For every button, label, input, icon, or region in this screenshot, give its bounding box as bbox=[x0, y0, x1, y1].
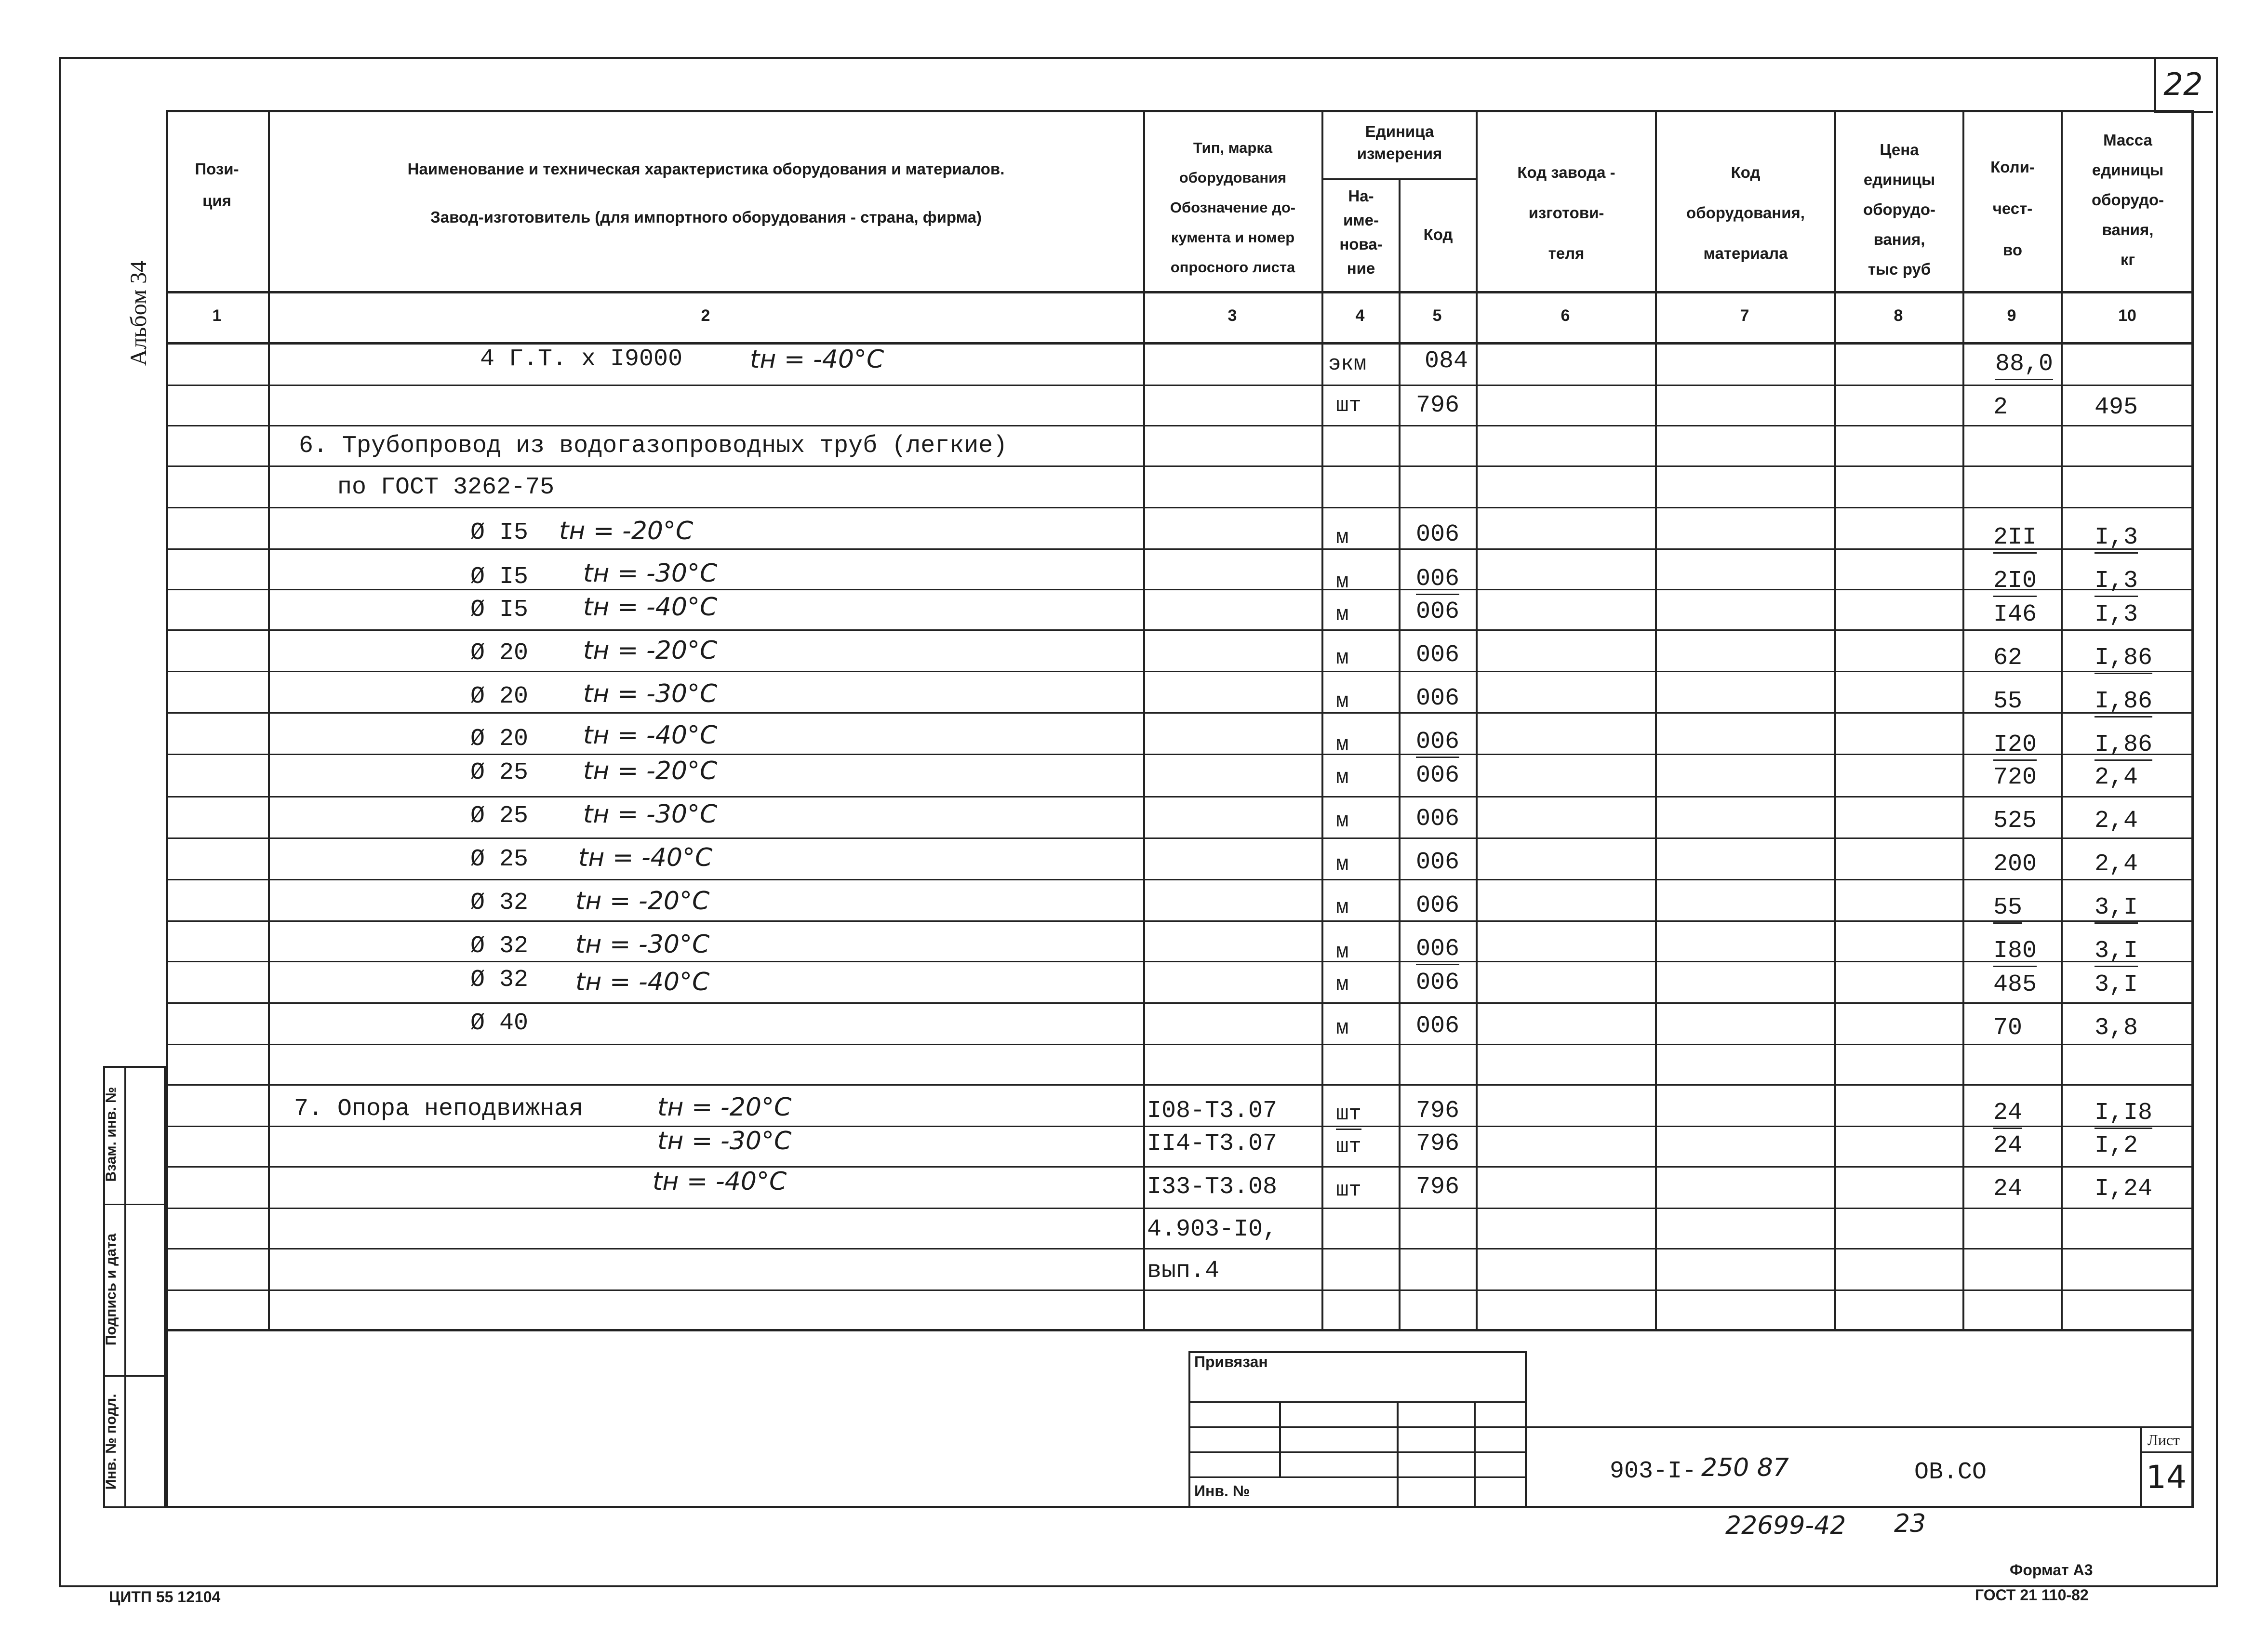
row-temp: tн = -40°C bbox=[575, 968, 710, 997]
row-line bbox=[166, 879, 2194, 880]
col-line bbox=[268, 110, 270, 1330]
row-name: по ГОСТ 3262-75 bbox=[337, 474, 555, 501]
row-line bbox=[166, 920, 2194, 922]
row-mass: I,3 bbox=[2095, 601, 2138, 628]
row-line bbox=[166, 1166, 2194, 1168]
row-qty: 720 bbox=[1993, 764, 2037, 791]
row-qty: 55 bbox=[1993, 893, 2022, 924]
stamp-inv-podl: Инв. № подл. bbox=[103, 1394, 119, 1490]
colnum-3: 3 bbox=[1227, 306, 1237, 325]
row-code: 006 bbox=[1416, 892, 1460, 919]
header-col9: Коли- чест- во bbox=[1990, 158, 2035, 259]
row-name: Ø 20 bbox=[470, 725, 529, 753]
row-name: 6. Трубопровод из водогазопроводных труб (легкие) bbox=[299, 432, 1008, 460]
row-line bbox=[166, 671, 2194, 672]
row-code: 084 bbox=[1425, 347, 1468, 375]
row-mass: I,86 bbox=[2095, 687, 2152, 718]
colnum-5: 5 bbox=[1432, 306, 1442, 325]
row-unit: м bbox=[1336, 896, 1349, 920]
row-code: 796 bbox=[1416, 1097, 1459, 1127]
header-divider bbox=[166, 291, 2194, 293]
row-unit: м bbox=[1336, 646, 1349, 670]
row-temp: tн = -40°C bbox=[653, 1167, 787, 1196]
row-temp: tн = -40°C bbox=[583, 593, 718, 622]
body-bottom-line bbox=[166, 1329, 2194, 1331]
row-temp: tн = -30°C bbox=[583, 559, 718, 588]
side-stamp-line bbox=[124, 1066, 126, 1508]
hand-page: 23 bbox=[1894, 1509, 1926, 1538]
header-col8: Цена единицы оборудо- вания, тыс руб bbox=[1863, 141, 1936, 278]
row-line bbox=[166, 1002, 2194, 1004]
colnum-1: 1 bbox=[212, 306, 222, 325]
row-type: 4.903-I0, bbox=[1147, 1216, 1278, 1243]
row-unit: м bbox=[1336, 852, 1349, 877]
colnum-2: 2 bbox=[701, 306, 710, 325]
row-type: I08-Т3.07 bbox=[1147, 1097, 1277, 1127]
designation-hand: 250 87 bbox=[1701, 1453, 1789, 1482]
row-unit: шт bbox=[1336, 394, 1361, 418]
row-mass: I,I8 bbox=[2095, 1099, 2152, 1129]
row-temp: tн = -40°C bbox=[750, 345, 884, 374]
row-temp: tн = -20°C bbox=[583, 757, 718, 785]
tb-line bbox=[1279, 1401, 1281, 1476]
colnum-10: 10 bbox=[2118, 306, 2136, 325]
tb-line bbox=[1397, 1401, 1399, 1508]
row-mass: I,3 bbox=[2095, 523, 2138, 554]
header-col1: Пози- ция bbox=[195, 160, 239, 210]
header-col2-line2: Завод-изготовитель (для импортного оборудования - страна, фирма) bbox=[430, 208, 982, 226]
sheet-label: Лист bbox=[2148, 1431, 2180, 1449]
row-unit: м bbox=[1336, 1016, 1349, 1040]
tb-line bbox=[2140, 1426, 2142, 1508]
row-code: 006 bbox=[1416, 641, 1460, 669]
row-line bbox=[166, 961, 2194, 962]
row-mass: 3,I bbox=[2095, 971, 2138, 998]
row-code: 006 bbox=[1416, 935, 1459, 965]
left-code: ЦИТП 55 12104 bbox=[109, 1588, 221, 1606]
header-col10: Масса единицы оборудо- вания, кг bbox=[2091, 131, 2164, 268]
tb-line bbox=[1188, 1426, 1527, 1428]
row-unit: шт bbox=[1336, 1135, 1361, 1159]
row-qty: I20 bbox=[1993, 731, 2037, 761]
row-code: 006 bbox=[1416, 565, 1459, 595]
row-temp: tн = -20°C bbox=[583, 636, 718, 665]
col-line bbox=[1143, 110, 1145, 1330]
row-code: 796 bbox=[1416, 1130, 1460, 1157]
row-unit: м bbox=[1336, 526, 1349, 550]
row-line bbox=[166, 1084, 2194, 1086]
row-line bbox=[166, 629, 2194, 631]
tb-line bbox=[1474, 1401, 1476, 1508]
row-temp: tн = -20°C bbox=[575, 887, 710, 916]
header-col3: Тип, марка оборудования Обозначение до- кумента и номер опросного листа bbox=[1170, 139, 1296, 276]
row-mass: 495 bbox=[2095, 394, 2138, 421]
row-qty: 70 bbox=[1993, 1014, 2023, 1042]
row-unit: м bbox=[1336, 570, 1349, 594]
row-mass: I,86 bbox=[2095, 644, 2152, 674]
stamp-vzam: Взам. инв. № bbox=[103, 1087, 119, 1182]
row-line bbox=[166, 548, 2194, 550]
header-col2-line1: Наименование и техническая характеристика оборудования и материалов. bbox=[407, 160, 1005, 178]
tb-line bbox=[1188, 1451, 1527, 1453]
tb-line bbox=[2140, 1451, 2194, 1453]
sheet-number: 14 bbox=[2146, 1459, 2187, 1496]
tb-line bbox=[1188, 1476, 1527, 1478]
row-name: 7. Опора неподвижная bbox=[294, 1095, 584, 1123]
row-unit: м bbox=[1336, 940, 1349, 964]
row-name: Ø 20 bbox=[470, 683, 529, 710]
header-col6: Код завода - изготови- теля bbox=[1517, 163, 1615, 262]
hand-number: 22699-42 bbox=[1725, 1511, 1846, 1540]
row-temp: tн = -30°C bbox=[657, 1127, 792, 1156]
row-name: Ø 32 bbox=[470, 966, 529, 994]
designation-printed: 903-I- bbox=[1610, 1458, 1697, 1485]
row-code: 006 bbox=[1416, 969, 1460, 997]
row-line bbox=[166, 1289, 2194, 1291]
row-name: Ø 25 bbox=[470, 802, 529, 830]
row-mass: 2,4 bbox=[2095, 764, 2138, 791]
header-col4: На- име- нова- ние bbox=[1339, 187, 1383, 277]
col-line bbox=[2061, 110, 2063, 1330]
row-mass: 3,I bbox=[2095, 937, 2138, 967]
row-qty: 55 bbox=[1993, 688, 2023, 715]
row-name: Ø I5 bbox=[470, 563, 529, 591]
row-code: 006 bbox=[1416, 685, 1460, 712]
row-mass: 2,4 bbox=[2095, 851, 2138, 878]
row-temp: tн = -30°C bbox=[583, 800, 718, 829]
row-type: вып.4 bbox=[1147, 1257, 1220, 1285]
row-name: Ø 20 bbox=[470, 639, 529, 667]
row-type: I33-Т3.08 bbox=[1147, 1173, 1278, 1201]
col-line bbox=[1476, 110, 1478, 1330]
row-name: Ø 40 bbox=[470, 1010, 529, 1037]
row-temp: tн = -40°C bbox=[583, 721, 718, 750]
row-code: 796 bbox=[1416, 1173, 1460, 1201]
row-code: 006 bbox=[1416, 728, 1459, 758]
row-mass: I,24 bbox=[2095, 1175, 2153, 1203]
header-col7: Код оборудования, материала bbox=[1686, 163, 1805, 262]
col-line bbox=[1834, 110, 1836, 1330]
row-name: Ø I5 bbox=[470, 596, 529, 624]
inv-no-label: Инв. № bbox=[1194, 1482, 1250, 1500]
row-qty: 24 bbox=[1993, 1132, 2023, 1159]
row-code: 006 bbox=[1416, 1012, 1460, 1040]
row-qty: 485 bbox=[1993, 971, 2037, 998]
row-code: 006 bbox=[1416, 849, 1460, 876]
privyazan-label: Привязан bbox=[1194, 1353, 1268, 1370]
row-temp: tн = -20°C bbox=[657, 1093, 792, 1122]
colnum-8: 8 bbox=[1894, 306, 1903, 325]
col-line bbox=[1321, 110, 1323, 1330]
row-qty: I46 bbox=[1993, 601, 2037, 628]
album-label: Альбом 34 bbox=[126, 260, 151, 366]
row-mass: I,86 bbox=[2095, 731, 2152, 761]
row-name: 4 Г.Т. х I9000 bbox=[480, 346, 683, 373]
colnum-divider bbox=[166, 342, 2194, 345]
row-mass: 3,I bbox=[2095, 893, 2138, 924]
row-temp: tн = -20°C bbox=[559, 517, 694, 545]
row-qty: 2II bbox=[1993, 523, 2037, 554]
gost-label: ГОСТ 21 110-82 bbox=[1975, 1586, 2089, 1604]
row-code: 006 bbox=[1416, 762, 1460, 789]
row-mass: I,3 bbox=[2095, 567, 2138, 597]
section-code: ОВ.СО bbox=[1914, 1459, 1987, 1486]
row-line bbox=[166, 837, 2194, 839]
row-qty: 200 bbox=[1993, 851, 2037, 878]
row-unit: м bbox=[1336, 766, 1349, 790]
stamp-podpis: Подпись и дата bbox=[103, 1233, 119, 1346]
row-unit: м bbox=[1336, 973, 1349, 997]
row-line bbox=[166, 1208, 2194, 1209]
row-unit: м bbox=[1336, 809, 1349, 833]
row-line bbox=[166, 1044, 2194, 1045]
row-mass: 2,4 bbox=[2095, 807, 2138, 835]
row-code: 006 bbox=[1416, 521, 1460, 548]
header-col5: Код bbox=[1423, 226, 1453, 243]
row-qty: 2 bbox=[1993, 394, 2008, 421]
row-temp: tн = -40°C bbox=[578, 843, 713, 872]
row-unit: экм bbox=[1328, 352, 1367, 376]
row-name: Ø 25 bbox=[470, 846, 529, 873]
header-unit-group: Единица измерения bbox=[1357, 122, 1442, 162]
row-line bbox=[166, 1248, 2194, 1249]
row-qty: 88,0 bbox=[1995, 350, 2053, 380]
row-line bbox=[166, 385, 2194, 386]
row-name: Ø I5 bbox=[470, 519, 529, 546]
row-unit: м bbox=[1336, 690, 1349, 714]
row-line bbox=[166, 507, 2194, 508]
row-unit: шт bbox=[1336, 1178, 1361, 1202]
row-mass: I,2 bbox=[2095, 1132, 2138, 1159]
colnum-4: 4 bbox=[1355, 306, 1365, 325]
row-line bbox=[166, 425, 2194, 426]
row-line bbox=[166, 796, 2194, 797]
row-temp: tн = -30°C bbox=[583, 679, 718, 708]
row-name: Ø 25 bbox=[470, 759, 529, 786]
format-label: Формат А3 bbox=[2010, 1561, 2093, 1579]
row-type: II4-Т3.07 bbox=[1147, 1130, 1278, 1157]
row-qty: 2I0 bbox=[1993, 567, 2037, 597]
row-qty: 24 bbox=[1993, 1099, 2022, 1129]
page-number: 22 bbox=[2163, 67, 2203, 103]
row-qty: 24 bbox=[1993, 1175, 2023, 1203]
colnum-6: 6 bbox=[1561, 306, 1570, 325]
col-line bbox=[1655, 110, 1657, 1330]
row-unit: м bbox=[1336, 733, 1349, 757]
row-qty: 62 bbox=[1993, 644, 2023, 672]
row-line bbox=[166, 465, 2194, 467]
row-line bbox=[166, 754, 2194, 755]
row-qty: 525 bbox=[1993, 807, 2037, 835]
row-line bbox=[166, 712, 2194, 714]
row-name: Ø 32 bbox=[470, 889, 529, 917]
col-line bbox=[1962, 110, 1964, 1330]
tb-line bbox=[1527, 1426, 2194, 1428]
tb-line bbox=[1188, 1401, 1527, 1403]
colnum-7: 7 bbox=[1740, 306, 1749, 325]
row-temp: tн = -30°C bbox=[575, 930, 710, 959]
row-unit: шт bbox=[1336, 1100, 1361, 1130]
unit-group-line bbox=[1321, 178, 1476, 180]
row-name: Ø 32 bbox=[470, 932, 529, 960]
row-code: 006 bbox=[1416, 805, 1460, 833]
row-unit: м bbox=[1336, 603, 1349, 627]
colnum-9: 9 bbox=[2007, 306, 2016, 325]
side-stamp-line bbox=[103, 1204, 166, 1205]
row-qty: I80 bbox=[1993, 937, 2037, 967]
row-mass: 3,8 bbox=[2095, 1014, 2138, 1042]
row-code: 796 bbox=[1416, 392, 1460, 419]
row-code: 006 bbox=[1416, 598, 1460, 625]
